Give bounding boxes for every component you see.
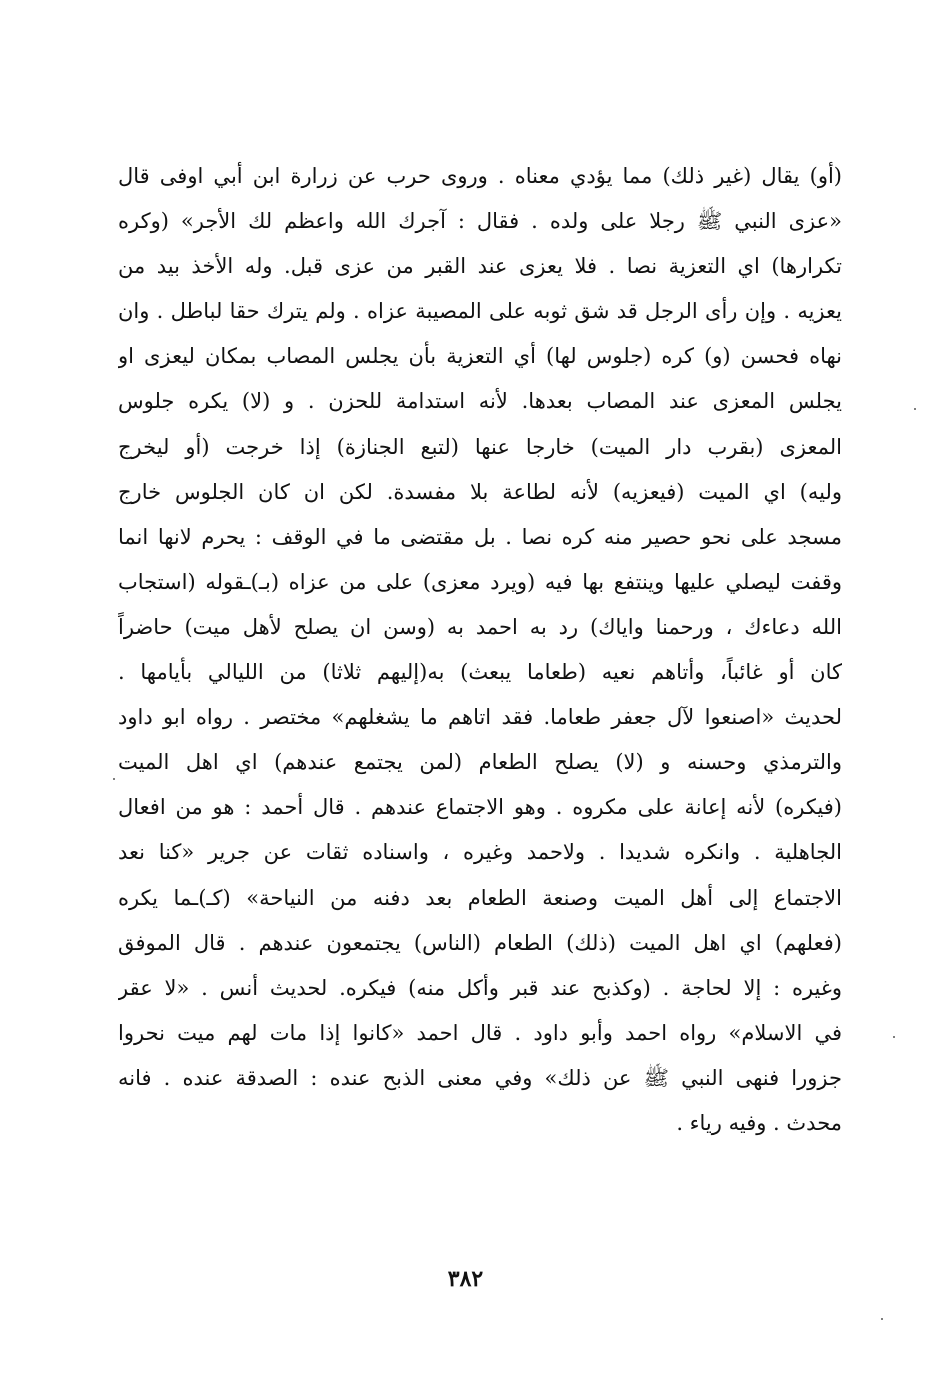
text-line: الله دعاءك ، ورحمنا واياك) رد به احمد به (وسن ان يصلح لأهل ميت) حاضراً bbox=[118, 614, 842, 639]
text-line: لحديث «اصنعوا لآل جعفر طعاما. فقد اتاهم ما يشغلهم» مختصر . رواه ابو داود bbox=[118, 705, 842, 730]
text-line: يعزيه . وإن رأى الرجل قد شق ثوبه على المصيبة عزاه . ولم يترك حقا لباطل . وان bbox=[118, 299, 842, 324]
text-line-last: محدث . وفيه رياء . bbox=[676, 1110, 842, 1135]
text-line: والترمذي وحسنه و (لا) يصلح الطعام (لمن يجتمع عندهم) اي اهل الميت bbox=[118, 750, 842, 775]
text-line: نهاه فحسن (و) كره (جلوس لها) أي التعزية بأن يجلس المصاب بمكان ليعزى او bbox=[118, 344, 842, 369]
text-line: في الاسلام» رواه احمد وأبو داود . قال احمد «كانوا إذا مات لهم ميت نحروا bbox=[118, 1020, 842, 1045]
text-line: تكرارها) اي التعزية نصا . فلا يعزى عند القبر من عزى قبل. وله الأخذ بيد من bbox=[118, 254, 842, 279]
scan-speck bbox=[881, 1318, 883, 1320]
text-line: يجلس المعزى عند المصاب بعدها. لأنه استدامة للحزن . و (لا) يكره جلوس bbox=[118, 389, 842, 414]
text-line: وليه) اي الميت (فيعزيه) لأنه لطاعة بلا مفسدة. لكن ان كان الجلوس خارج bbox=[118, 479, 842, 504]
body-text bbox=[118, 154, 842, 1146]
scan-speck bbox=[113, 778, 115, 780]
text-line: (فعلهم) اي اهل الميت (ذلك) الطعام (الناس) يجتمعون عندهم . قال الموفق bbox=[118, 930, 842, 955]
text-line: (أو) يقال (غير ذلك) مما يؤدي معناه . وروى حرب عن زرارة ابن أبي اوفى قال bbox=[118, 164, 842, 188]
text-line: مسجد على نحو حصير منه كره نصا . بل مقتضى ما في الوقف : يحرم لانها انما bbox=[118, 524, 842, 549]
text-line: «عزى النبي ﷺ رجلا على ولده . فقال : آجرك الله واعظم لك الأجر» (وكره bbox=[118, 209, 842, 234]
scan-speck bbox=[914, 408, 916, 410]
page-number: ٣٨٢ bbox=[447, 1266, 484, 1292]
text-line: المعزى (بقرب دار الميت) خارجا عنها (لتبع الجنازة) إذا خرجت (أو ليخرج bbox=[118, 434, 842, 459]
text-line: كان أو غائباً، وأتاهم نعيه (طعاما يبعث) به(إليهم ثلاثا) من الليالي بأيامها . bbox=[118, 660, 842, 685]
text-line: الاجتماع إلى أهل الميت وصنعة الطعام بعد دفنه من النياحة» (كـ)ـما يكره bbox=[118, 885, 842, 910]
text-line: وغيره : إلا لحاجة . (وكذبح عند قبر وأكل منه) فيكره. لحديث أنس . «لا عقر bbox=[118, 975, 842, 1000]
scan-speck bbox=[893, 1036, 895, 1038]
text-line: الجاهلية . وانكره شديدا . ولاحمد وغيره ، واسناده ثقات عن جرير «كنا نعد bbox=[118, 840, 842, 865]
text-line: وقفت ليصلي عليها وينتفع بها فيه (ويرد معزى) على من عزاه (بـ)ـقوله (استجاب bbox=[118, 569, 842, 594]
text-line: (فيكره) لأنه إعانة على مكروه . وهو الاجتماع عندهم . قال أحمد : هو من افعال bbox=[118, 795, 842, 820]
text-line: جزورا فنهى النبي ﷺ عن ذلك» وفي معنى الذبح عنده : الصدقة عنده . فانه bbox=[118, 1065, 842, 1090]
